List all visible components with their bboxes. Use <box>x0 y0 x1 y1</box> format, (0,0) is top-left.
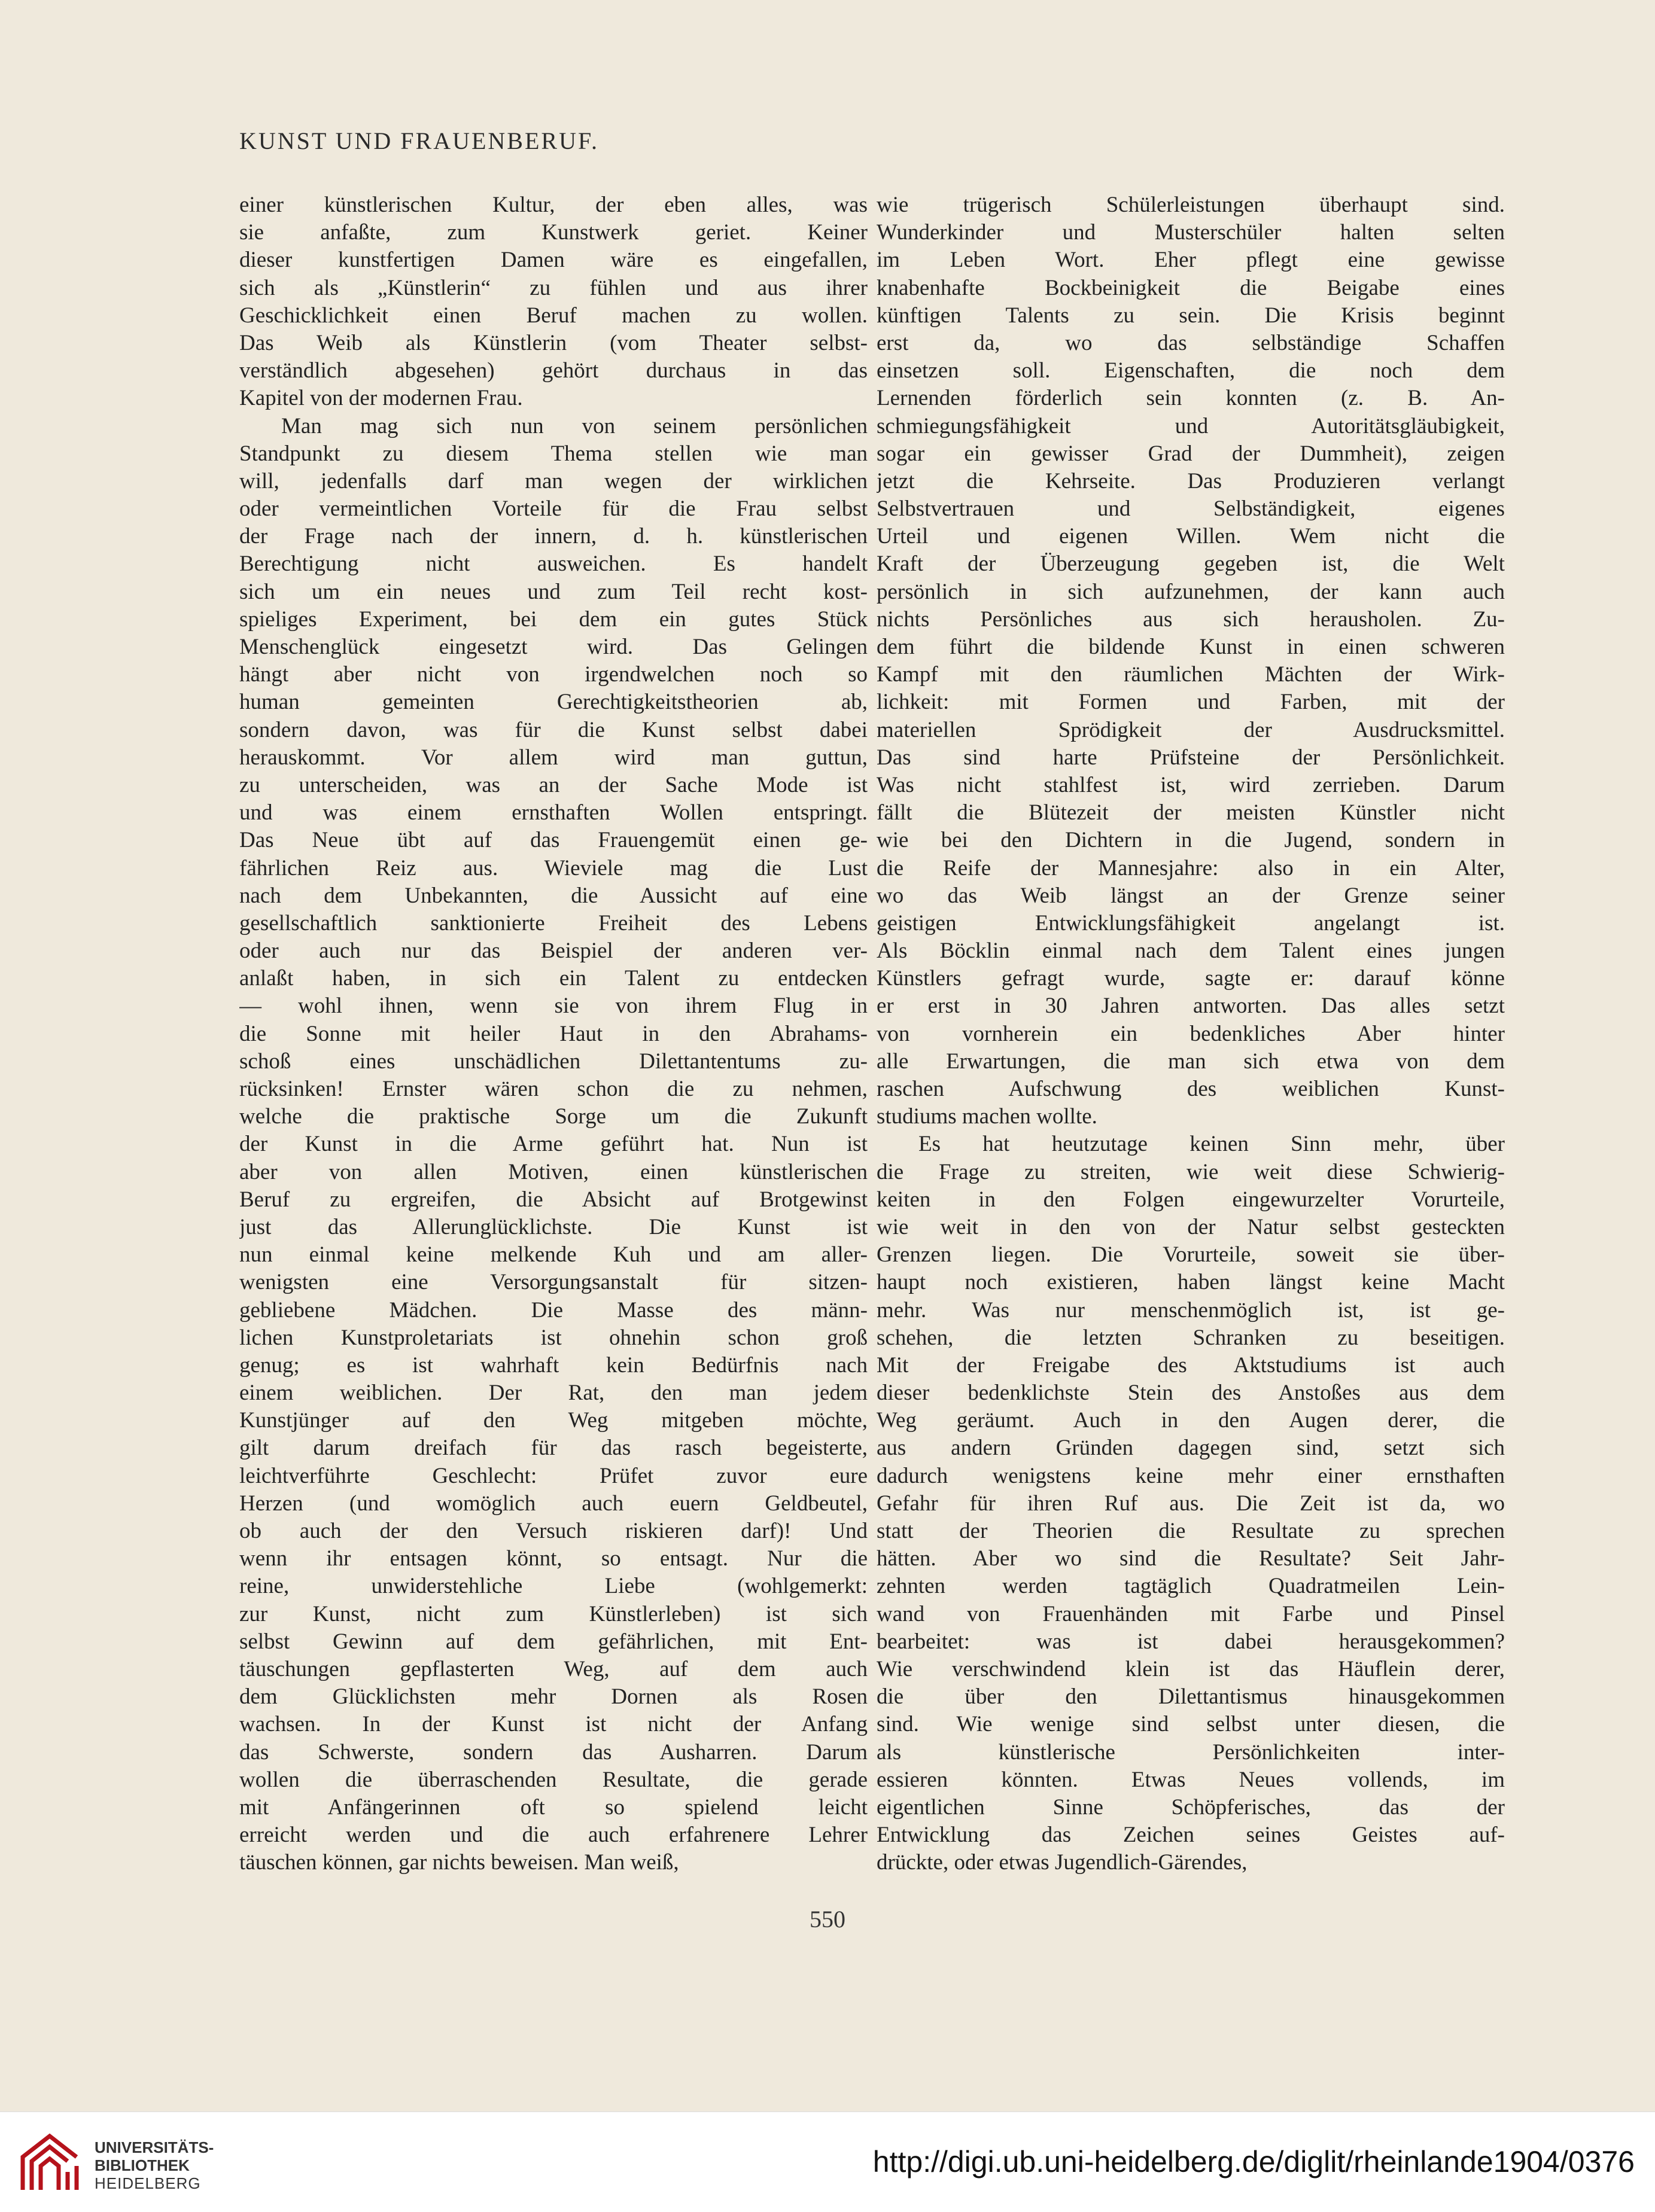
text-line: just das Allerunglücklichste. Die Kunst ist <box>239 1214 868 1239</box>
text-line: von vornherein ein bedenkliches Aber hinter <box>877 1021 1505 1046</box>
text-line: zur Kunst, nicht zum Künstlerleben) ist sich <box>239 1601 868 1626</box>
text-line: Das Weib als Künstlerin (vom Theater selbst- <box>239 330 868 355</box>
text-line: dieser kunstfertigen Damen wäre es eingefallen, <box>239 248 868 273</box>
text-line: sich um ein neues und zum Teil recht kost- <box>239 579 868 604</box>
text-line: gebliebene Mädchen. Die Masse des männ- <box>239 1297 868 1323</box>
text-line: Kapitel von der modernen Frau. <box>239 386 523 411</box>
text-line: knabenhafte Bockbeinigkeit die Beigabe eines <box>877 275 1505 300</box>
text-line: materiellen Sprödigkeit der Ausdrucksmittel. <box>877 717 1505 742</box>
text-line: Beruf zu ergreifen, die Absicht auf Brotgewinst <box>239 1187 868 1212</box>
text-line: der Frage nach der innern, d. h. künstlerischen <box>239 524 868 549</box>
text-line: Wie verschwindend klein ist das Häuflein derer, <box>877 1656 1505 1681</box>
library-name-line-1: UNIVERSITÄTS- <box>95 2138 214 2156</box>
text-line: nun einmal keine melkende Kuh und am aller- <box>239 1242 868 1268</box>
text-line: keiten in den Folgen eingewurzelter Vorurteile, <box>877 1187 1505 1212</box>
library-name-line-3: HEIDELBERG <box>95 2174 201 2192</box>
text-line: dadurch wenigstens keine mehr einer ernsthaften <box>877 1463 1505 1488</box>
left-text-column <box>239 191 868 1876</box>
text-line: der Kunst in die Arme geführt hat. Nun ist <box>239 1132 868 1157</box>
text-line: oder auch nur das Beispiel der anderen ver- <box>239 939 868 964</box>
text-line: Grenzen liegen. Die Vorurteile, soweit sie über- <box>877 1242 1505 1268</box>
text-line: gesellschaftlich sanktionierte Freiheit des Lebens <box>239 910 868 936</box>
text-line: wollen die überraschenden Resultate, die gerade <box>239 1767 868 1792</box>
text-line: Mit der Freigabe des Aktstudiums ist auch <box>877 1352 1505 1378</box>
text-line: will, jedenfalls darf man wegen der wirklichen <box>239 468 868 493</box>
text-line: gilt darum dreifach für das rasch begeisterte, <box>239 1436 868 1461</box>
text-line: wie weit in den von der Natur selbst gesteckten <box>877 1214 1505 1239</box>
text-line: persönlich in sich aufzunehmen, der kann auch <box>877 579 1505 604</box>
text-line: aus andern Gründen dagegen sind, setzt sich <box>877 1436 1505 1461</box>
text-line: hängt aber nicht von irgendwelchen noch so <box>239 662 868 687</box>
text-line: genug; es ist wahrhaft kein Bedürfnis nach <box>239 1352 868 1378</box>
text-line: schmiegungsfähigkeit und Autoritätsgläubigkeit, <box>877 413 1505 438</box>
text-line: lichen Kunstproletariats ist ohnehin schon groß <box>239 1325 868 1350</box>
text-line: zehnten werden tagtäglich Quadratmeilen Lein- <box>877 1574 1505 1599</box>
text-line: täuschungen gepflasterten Weg, auf dem auch <box>239 1656 868 1681</box>
text-line: lichkeit: mit Formen und Farben, mit der <box>877 690 1505 715</box>
text-line: geistigen Entwicklungsfähigkeit angelangt ist. <box>877 910 1505 936</box>
text-line: zu unterscheiden, was an der Sache Mode ist <box>239 772 868 797</box>
library-footer <box>0 2112 1655 2212</box>
text-line: täuschen können, gar nichts beweisen. Man weiß, <box>239 1850 679 1875</box>
text-line: wie trügerisch Schülerleistungen überhaupt sind. <box>877 193 1505 217</box>
library-name <box>95 2138 214 2192</box>
text-line: mehr. Was nur menschenmöglich ist, ist ge- <box>877 1297 1505 1323</box>
text-line: er erst in 30 Jahren antworten. Das alles setzt <box>877 994 1505 1019</box>
text-line: verständlich abgesehen) gehört durchaus in das <box>239 358 868 383</box>
text-line: rücksinken! Ernster wären schon die zu nehmen, <box>239 1077 868 1101</box>
running-head: KUNST UND FRAUENBERUF. <box>239 127 600 154</box>
permalink-url[interactable]: http://digi.ub.uni-heidelberg.de/diglit/rheinlande1904/0376 <box>872 2145 1635 2179</box>
text-line: einsetzen soll. Eigenschaften, die noch dem <box>877 358 1505 383</box>
text-line: Menschenglück eingesetzt wird. Das Gelingen <box>239 635 868 659</box>
text-line: — wohl ihnen, wenn sie von ihrem Flug in <box>239 994 868 1019</box>
text-line: nach dem Unbekannten, die Aussicht auf eine <box>239 883 868 908</box>
text-line: reine, unwiderstehliche Liebe (wohlgemerkt: <box>239 1574 868 1599</box>
text-line: anlaßt haben, in sich ein Talent zu entdecken <box>239 966 868 991</box>
text-line: welche die praktische Sorge um die Zukunft <box>239 1104 868 1129</box>
text-line: selbst Gewinn auf dem gefährlichen, mit Ent- <box>239 1629 868 1654</box>
text-line: wand von Frauenhänden mit Farbe und Pinsel <box>877 1601 1505 1626</box>
page-number: 550 <box>810 1906 845 1933</box>
text-line: aber von allen Motiven, einen künstlerischen <box>239 1159 868 1184</box>
text-line: das Schwerste, sondern das Ausharren. Darum <box>239 1739 868 1765</box>
text-line: wenn ihr entsagen könnt, so entsagt. Nur die <box>239 1546 868 1571</box>
text-line: Selbstvertrauen und Selbständigkeit, eigenes <box>877 496 1505 522</box>
text-line: alle Erwartungen, die man sich etwa von dem <box>877 1049 1505 1074</box>
right-text-column <box>877 191 1505 1876</box>
text-line: sie anfaßte, zum Kunstwerk geriet. Keiner <box>239 220 868 245</box>
text-line: hätten. Aber wo sind die Resultate? Seit Jahr- <box>877 1546 1505 1571</box>
text-line: Es hat heutzutage keinen Sinn mehr, über <box>918 1132 1505 1157</box>
text-line: Das sind harte Prüfsteine der Persönlichkeit. <box>877 745 1505 770</box>
text-line: einem weiblichen. Der Rat, den man jedem <box>239 1381 868 1406</box>
text-line: die über den Dilettantismus hinausgekommen <box>877 1684 1505 1710</box>
text-line: raschen Aufschwung des weiblichen Kunst- <box>877 1077 1505 1101</box>
text-line: drückte, oder etwas Jugendlich-Gärendes, <box>877 1850 1248 1875</box>
text-line: Kraft der Überzeugung gegeben ist, die Welt <box>877 552 1505 577</box>
text-line: oder vermeintlichen Vorteile für die Frau selbst <box>239 496 868 522</box>
text-line: nichts Persönliches aus sich herausholen. Zu- <box>877 607 1505 632</box>
text-line: ob auch der den Versuch riskieren darf)! Und <box>239 1519 868 1543</box>
library-logo-icon <box>17 2130 83 2196</box>
text-line: Kampf mit den räumlichen Mächten der Wirk- <box>877 662 1505 687</box>
text-line: und was einem ernsthaften Wollen entspringt. <box>239 800 868 825</box>
text-line: erst da, wo das selbständige Schaffen <box>877 330 1505 355</box>
text-line: dieser bedenklichste Stein des Anstoßes aus dem <box>877 1381 1505 1406</box>
text-line: Künstlers gefragt wurde, sagte er: darauf könne <box>877 966 1505 991</box>
text-line: Standpunkt zu diesem Thema stellen wie man <box>239 441 868 466</box>
text-line: die Sonne mit heiler Haut in den Abrahams- <box>239 1021 868 1046</box>
text-line: schehen, die letzten Schranken zu beseitigen. <box>877 1325 1505 1350</box>
text-line: schoß eines unschädlichen Dilettantentums zu- <box>239 1049 868 1074</box>
text-line: dem führt die bildende Kunst in einen schweren <box>877 635 1505 659</box>
text-line: dem Glücklichsten mehr Dornen als Rosen <box>239 1684 868 1710</box>
text-line: die Reife der Mannesjahre: also in ein Alter, <box>877 855 1505 880</box>
text-line: eigentlichen Sinne Schöpferisches, das der <box>877 1794 1505 1820</box>
text-line: wie bei den Dichtern in die Jugend, sondern in <box>877 828 1505 853</box>
text-line: Wunderkinder und Musterschüler halten selten <box>877 220 1505 245</box>
text-line: Kunstjünger auf den Weg mitgeben möchte, <box>239 1408 868 1433</box>
text-line: statt der Theorien die Resultate zu sprechen <box>877 1519 1505 1543</box>
text-line: Was nicht stahlfest ist, wird zerrieben. Darum <box>877 772 1505 797</box>
text-line: sich als „Künstlerin“ zu fühlen und aus ihrer <box>239 275 868 300</box>
text-line: Lernenden förderlich sein konnten (z. B. An- <box>877 386 1505 411</box>
text-line: im Leben Wort. Eher pflegt eine gewisse <box>877 248 1505 273</box>
text-line: jetzt die Kehrseite. Das Produzieren verlangt <box>877 468 1505 493</box>
library-name-line-2: BIBLIOTHEK <box>95 2156 190 2174</box>
text-line: Weg geräumt. Auch in den Augen derer, die <box>877 1408 1505 1433</box>
text-line: fällt die Blütezeit der meisten Künstler nicht <box>877 800 1505 825</box>
text-line: künftigen Talents zu sein. Die Krisis beginnt <box>877 303 1505 328</box>
text-line: haupt noch existieren, haben längst keine Macht <box>877 1270 1505 1295</box>
text-line: human gemeinten Gerechtigkeitstheorien ab, <box>239 690 868 715</box>
text-line: erreicht werden und die auch erfahrenere Lehrer <box>239 1823 868 1848</box>
text-line: wachsen. In der Kunst ist nicht der Anfang <box>239 1712 868 1737</box>
text-line: einer künstlerischen Kultur, der eben alles, was <box>239 193 868 217</box>
text-line: Gefahr für ihren Ruf aus. Die Zeit ist da, wo <box>877 1491 1505 1516</box>
text-line: Als Böcklin einmal nach dem Talent eines jungen <box>877 939 1505 964</box>
text-line: herauskommt. Vor allem wird man guttun, <box>239 745 868 770</box>
text-line: sondern davon, was für die Kunst selbst dabei <box>239 717 868 742</box>
text-line: mit Anfängerinnen oft so spielend leicht <box>239 1794 868 1820</box>
text-line: Das Neue übt auf das Frauengemüt einen ge- <box>239 828 868 853</box>
text-line: wenigsten eine Versorgungsanstalt für sitzen- <box>239 1270 868 1295</box>
text-line: Herzen (und womöglich auch euern Geldbeutel, <box>239 1491 868 1516</box>
text-line: leichtverführte Geschlecht: Prüfet zuvor eure <box>239 1463 868 1488</box>
text-line: als künstlerische Persönlichkeiten inter- <box>877 1739 1505 1765</box>
text-line: fährlichen Reiz aus. Wieviele mag die Lust <box>239 855 868 880</box>
text-line: spieliges Experiment, bei dem ein gutes Stück <box>239 607 868 632</box>
text-line: Berechtigung nicht ausweichen. Es handelt <box>239 552 868 577</box>
text-line: essieren könnten. Etwas Neues vollends, im <box>877 1767 1505 1792</box>
text-line: bearbeitet: was ist dabei herausgekommen? <box>877 1629 1505 1654</box>
text-line: wo das Weib längst an der Grenze seiner <box>877 883 1505 908</box>
text-line: sind. Wie wenige sind selbst unter diesen, die <box>877 1712 1505 1737</box>
text-line: Man mag sich nun von seinem persönlichen <box>281 413 868 438</box>
text-line: Geschicklichkeit einen Beruf machen zu wollen. <box>239 303 868 328</box>
text-line: die Frage zu streiten, wie weit diese Schwierig- <box>877 1159 1505 1184</box>
text-line: studiums machen wollte. <box>877 1104 1097 1129</box>
text-line: Entwicklung das Zeichen seines Geistes auf- <box>877 1823 1505 1848</box>
text-line: sogar ein gewisser Grad der Dummheit), zeigen <box>877 441 1505 466</box>
text-line: Urteil und eigenen Willen. Wem nicht die <box>877 524 1505 549</box>
